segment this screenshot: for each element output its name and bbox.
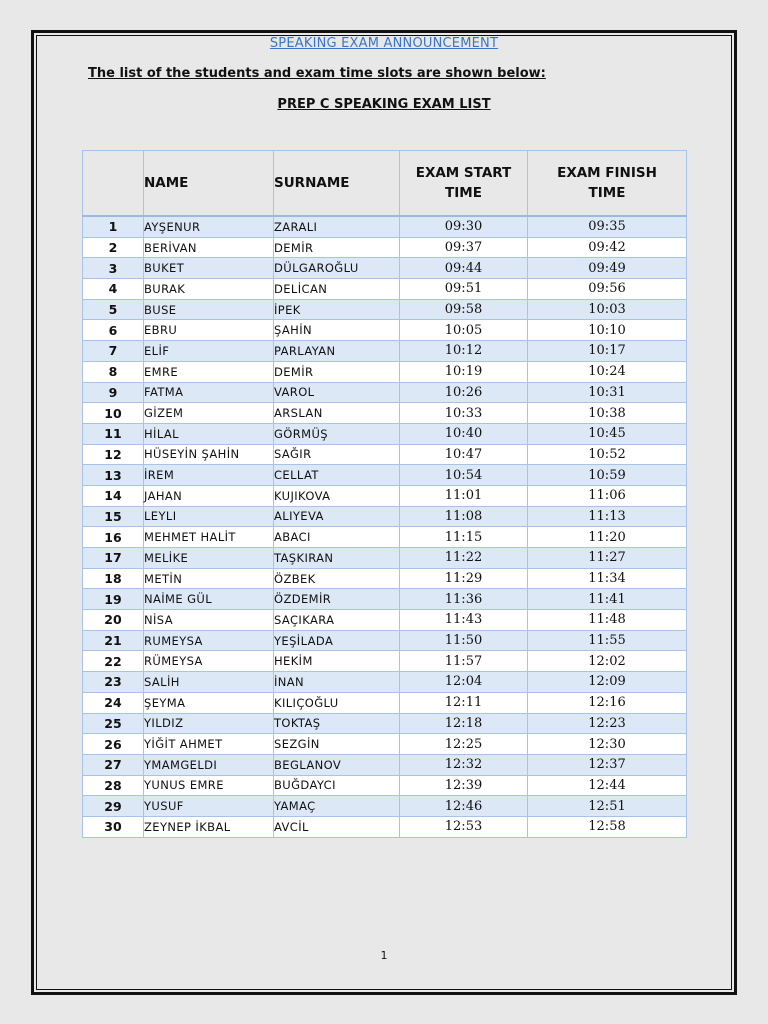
exam-start-time-cell: 10:33 — [400, 403, 528, 424]
column-header-exam-finish-time — [528, 151, 687, 217]
student-name-cell: ELİF — [144, 341, 274, 362]
exam-start-time-cell: 10:12 — [400, 341, 528, 362]
student-name-cell: NAİME GÜL — [144, 589, 274, 610]
student-name-cell: HİLAL — [144, 423, 274, 444]
exam-finish-time-cell: 12:58 — [528, 816, 687, 837]
table-row — [83, 485, 687, 506]
table-row — [83, 610, 687, 631]
student-name-cell: ŞEYMA — [144, 692, 274, 713]
row-number-cell: 5 — [83, 299, 144, 320]
exam-start-time-cell: 10:26 — [400, 382, 528, 403]
student-surname-cell: AVCİL — [274, 816, 400, 837]
exam-start-time-cell: 09:51 — [400, 279, 528, 300]
student-surname-cell: YEŞİLADA — [274, 630, 400, 651]
student-name-cell: NİSA — [144, 610, 274, 631]
table-row — [83, 423, 687, 444]
exam-finish-time-cell: 09:42 — [528, 237, 687, 258]
row-number-cell: 1 — [83, 216, 144, 237]
exam-finish-time-cell: 10:10 — [528, 320, 687, 341]
table-row — [83, 775, 687, 796]
table-row — [83, 258, 687, 279]
exam-start-time-cell: 11:29 — [400, 568, 528, 589]
exam-finish-time-cell: 12:37 — [528, 754, 687, 775]
student-surname-cell: BEGLANOV — [274, 754, 400, 775]
table-row — [83, 320, 687, 341]
student-name-cell: AYŞENUR — [144, 216, 274, 237]
student-surname-cell: ZARALI — [274, 216, 400, 237]
exam-start-time-cell: 11:50 — [400, 630, 528, 651]
row-number-cell: 3 — [83, 258, 144, 279]
row-number-cell: 9 — [83, 382, 144, 403]
table-row — [83, 237, 687, 258]
student-surname-cell: TAŞKIRAN — [274, 548, 400, 569]
exam-finish-time-cell: 10:24 — [528, 361, 687, 382]
student-surname-cell: DEMİR — [274, 361, 400, 382]
table-row — [83, 361, 687, 382]
row-number-cell: 26 — [83, 734, 144, 755]
student-surname-cell: BUĞDAYCI — [274, 775, 400, 796]
exam-start-time-cell: 09:44 — [400, 258, 528, 279]
row-number-cell: 17 — [83, 548, 144, 569]
exam-start-time-cell: 10:19 — [400, 361, 528, 382]
column-header-exam-finish-line2: TIME — [588, 185, 626, 201]
table-row — [83, 444, 687, 465]
student-name-cell: YUSUF — [144, 796, 274, 817]
student-surname-cell: CELLAT — [274, 465, 400, 486]
student-surname-cell: DEMİR — [274, 237, 400, 258]
student-surname-cell: ALIYEVA — [274, 506, 400, 527]
exam-start-time-cell: 12:11 — [400, 692, 528, 713]
row-number-cell: 25 — [83, 713, 144, 734]
exam-finish-time-cell: 10:45 — [528, 423, 687, 444]
table-row — [83, 796, 687, 817]
exam-start-time-cell: 12:46 — [400, 796, 528, 817]
exam-finish-time-cell: 11:55 — [528, 630, 687, 651]
row-number-cell: 11 — [83, 423, 144, 444]
exam-start-time-cell: 11:43 — [400, 610, 528, 631]
exam-finish-time-cell: 10:52 — [528, 444, 687, 465]
table-row — [83, 527, 687, 548]
student-name-cell: RÜMEYSA — [144, 651, 274, 672]
row-number-cell: 15 — [83, 506, 144, 527]
column-header-exam-start-time — [400, 151, 528, 217]
row-number-cell: 12 — [83, 444, 144, 465]
exam-start-time-cell: 12:18 — [400, 713, 528, 734]
student-name-cell: YMAMGELDI — [144, 754, 274, 775]
exam-finish-time-cell: 12:30 — [528, 734, 687, 755]
table-row — [83, 651, 687, 672]
row-number-cell: 21 — [83, 630, 144, 651]
table-row — [83, 672, 687, 693]
student-surname-cell: ÖZDEMİR — [274, 589, 400, 610]
exam-finish-time-cell: 10:31 — [528, 382, 687, 403]
table-row — [83, 692, 687, 713]
exam-finish-time-cell: 10:38 — [528, 403, 687, 424]
exam-start-time-cell: 12:25 — [400, 734, 528, 755]
student-name-cell: İREM — [144, 465, 274, 486]
table-row — [83, 403, 687, 424]
student-surname-cell: DÜLGAROĞLU — [274, 258, 400, 279]
exam-finish-time-cell: 12:23 — [528, 713, 687, 734]
row-number-cell: 18 — [83, 568, 144, 589]
intro-text: The list of the students and exam time slots are shown below: — [88, 66, 546, 81]
row-number-cell: 24 — [83, 692, 144, 713]
exam-finish-time-cell: 12:02 — [528, 651, 687, 672]
student-surname-cell: KILIÇOĞLU — [274, 692, 400, 713]
student-name-cell: HÜSEYİN ŞAHİN — [144, 444, 274, 465]
column-header-name: NAME — [144, 151, 274, 217]
student-surname-cell: KUJIKOVA — [274, 485, 400, 506]
row-number-cell: 14 — [83, 485, 144, 506]
exam-finish-time-cell: 10:03 — [528, 299, 687, 320]
exam-finish-time-cell: 11:27 — [528, 548, 687, 569]
row-number-cell: 7 — [83, 341, 144, 362]
student-surname-cell: SEZGİN — [274, 734, 400, 755]
student-surname-cell: GÖRMÜŞ — [274, 423, 400, 444]
exam-start-time-cell: 12:53 — [400, 816, 528, 837]
row-number-cell: 22 — [83, 651, 144, 672]
table-row — [83, 630, 687, 651]
row-number-cell: 29 — [83, 796, 144, 817]
exam-finish-time-cell: 09:49 — [528, 258, 687, 279]
exam-start-time-cell: 10:05 — [400, 320, 528, 341]
exam-list-title: PREP C SPEAKING EXAM LIST — [277, 97, 491, 112]
exam-finish-time-cell: 09:56 — [528, 279, 687, 300]
student-surname-cell: ÖZBEK — [274, 568, 400, 589]
row-number-cell: 10 — [83, 403, 144, 424]
student-surname-cell: ARSLAN — [274, 403, 400, 424]
exam-start-time-cell: 09:58 — [400, 299, 528, 320]
announcement-title: SPEAKING EXAM ANNOUNCEMENT — [269, 36, 499, 51]
row-number-cell: 2 — [83, 237, 144, 258]
exam-start-time-cell: 09:30 — [400, 216, 528, 237]
exam-finish-time-cell: 10:17 — [528, 341, 687, 362]
exam-start-time-cell: 12:39 — [400, 775, 528, 796]
student-name-cell: FATMA — [144, 382, 274, 403]
row-number-cell: 8 — [83, 361, 144, 382]
table-row — [83, 279, 687, 300]
student-surname-cell: DELİCAN — [274, 279, 400, 300]
table-row — [83, 465, 687, 486]
student-name-cell: BURAK — [144, 279, 274, 300]
student-name-cell: YUNUS EMRE — [144, 775, 274, 796]
exam-finish-time-cell: 11:34 — [528, 568, 687, 589]
student-surname-cell: VAROL — [274, 382, 400, 403]
student-name-cell: METİN — [144, 568, 274, 589]
student-name-cell: EBRU — [144, 320, 274, 341]
exam-finish-time-cell: 10:59 — [528, 465, 687, 486]
row-number-cell: 30 — [83, 816, 144, 837]
exam-finish-time-cell: 11:48 — [528, 610, 687, 631]
student-name-cell: RUMEYSA — [144, 630, 274, 651]
table-row — [83, 506, 687, 527]
student-name-cell: BUSE — [144, 299, 274, 320]
student-surname-cell: PARLAYAN — [274, 341, 400, 362]
student-surname-cell: HEKİM — [274, 651, 400, 672]
student-name-cell: MEHMET HALİT — [144, 527, 274, 548]
student-surname-cell: YAMAÇ — [274, 796, 400, 817]
column-header-number — [83, 151, 144, 217]
row-number-cell: 27 — [83, 754, 144, 775]
exam-start-time-cell: 10:54 — [400, 465, 528, 486]
table-row — [83, 754, 687, 775]
student-surname-cell: SAĞIR — [274, 444, 400, 465]
exam-finish-time-cell: 12:16 — [528, 692, 687, 713]
exam-finish-time-cell: 12:51 — [528, 796, 687, 817]
exam-finish-time-cell: 11:20 — [528, 527, 687, 548]
exam-start-time-cell: 12:32 — [400, 754, 528, 775]
table-row — [83, 341, 687, 362]
exam-finish-time-cell: 11:06 — [528, 485, 687, 506]
table-header-row — [83, 151, 687, 217]
exam-start-time-cell: 11:15 — [400, 527, 528, 548]
student-name-cell: BERİVAN — [144, 237, 274, 258]
student-name-cell: SALİH — [144, 672, 274, 693]
table-row — [83, 382, 687, 403]
column-header-exam-finish-line1: EXAM FINISH — [557, 165, 657, 181]
student-surname-cell: SAÇIKARA — [274, 610, 400, 631]
student-surname-cell: İNAN — [274, 672, 400, 693]
exam-finish-time-cell: 11:13 — [528, 506, 687, 527]
student-surname-cell: TOKTAŞ — [274, 713, 400, 734]
exam-schedule-table — [82, 150, 687, 838]
student-name-cell: GİZEM — [144, 403, 274, 424]
exam-start-time-cell: 11:08 — [400, 506, 528, 527]
exam-start-time-cell: 11:01 — [400, 485, 528, 506]
row-number-cell: 4 — [83, 279, 144, 300]
exam-start-time-cell: 11:57 — [400, 651, 528, 672]
exam-start-time-cell: 10:40 — [400, 423, 528, 444]
exam-start-time-cell: 09:37 — [400, 237, 528, 258]
exam-finish-time-cell: 09:35 — [528, 216, 687, 237]
column-header-exam-start-line2: TIME — [445, 185, 482, 201]
exam-finish-time-cell: 12:09 — [528, 672, 687, 693]
table-row — [83, 299, 687, 320]
row-number-cell: 23 — [83, 672, 144, 693]
student-name-cell: JAHAN — [144, 485, 274, 506]
student-name-cell: ZEYNEP İKBAL — [144, 816, 274, 837]
row-number-cell: 16 — [83, 527, 144, 548]
student-name-cell: YILDIZ — [144, 713, 274, 734]
page-number: 1 — [380, 949, 388, 962]
exam-start-time-cell: 11:36 — [400, 589, 528, 610]
row-number-cell: 20 — [83, 610, 144, 631]
table-row — [83, 713, 687, 734]
table-row — [83, 548, 687, 569]
table-row — [83, 568, 687, 589]
table-row — [83, 734, 687, 755]
row-number-cell: 6 — [83, 320, 144, 341]
exam-finish-time-cell: 12:44 — [528, 775, 687, 796]
column-header-exam-start-line1: EXAM START — [415, 165, 512, 181]
student-name-cell: BUKET — [144, 258, 274, 279]
student-name-cell: EMRE — [144, 361, 274, 382]
exam-finish-time-cell: 11:41 — [528, 589, 687, 610]
exam-start-time-cell: 10:47 — [400, 444, 528, 465]
table-row — [83, 816, 687, 837]
exam-start-time-cell: 11:22 — [400, 548, 528, 569]
exam-start-time-cell: 12:04 — [400, 672, 528, 693]
student-surname-cell: ŞAHİN — [274, 320, 400, 341]
table-row — [83, 216, 687, 237]
student-surname-cell: İPEK — [274, 299, 400, 320]
student-surname-cell: ABACI — [274, 527, 400, 548]
row-number-cell: 19 — [83, 589, 144, 610]
student-name-cell: MELİKE — [144, 548, 274, 569]
table-row — [83, 589, 687, 610]
student-name-cell: YİĞİT AHMET — [144, 734, 274, 755]
row-number-cell: 28 — [83, 775, 144, 796]
row-number-cell: 13 — [83, 465, 144, 486]
student-name-cell: LEYLI — [144, 506, 274, 527]
column-header-surname: SURNAME — [274, 151, 400, 217]
